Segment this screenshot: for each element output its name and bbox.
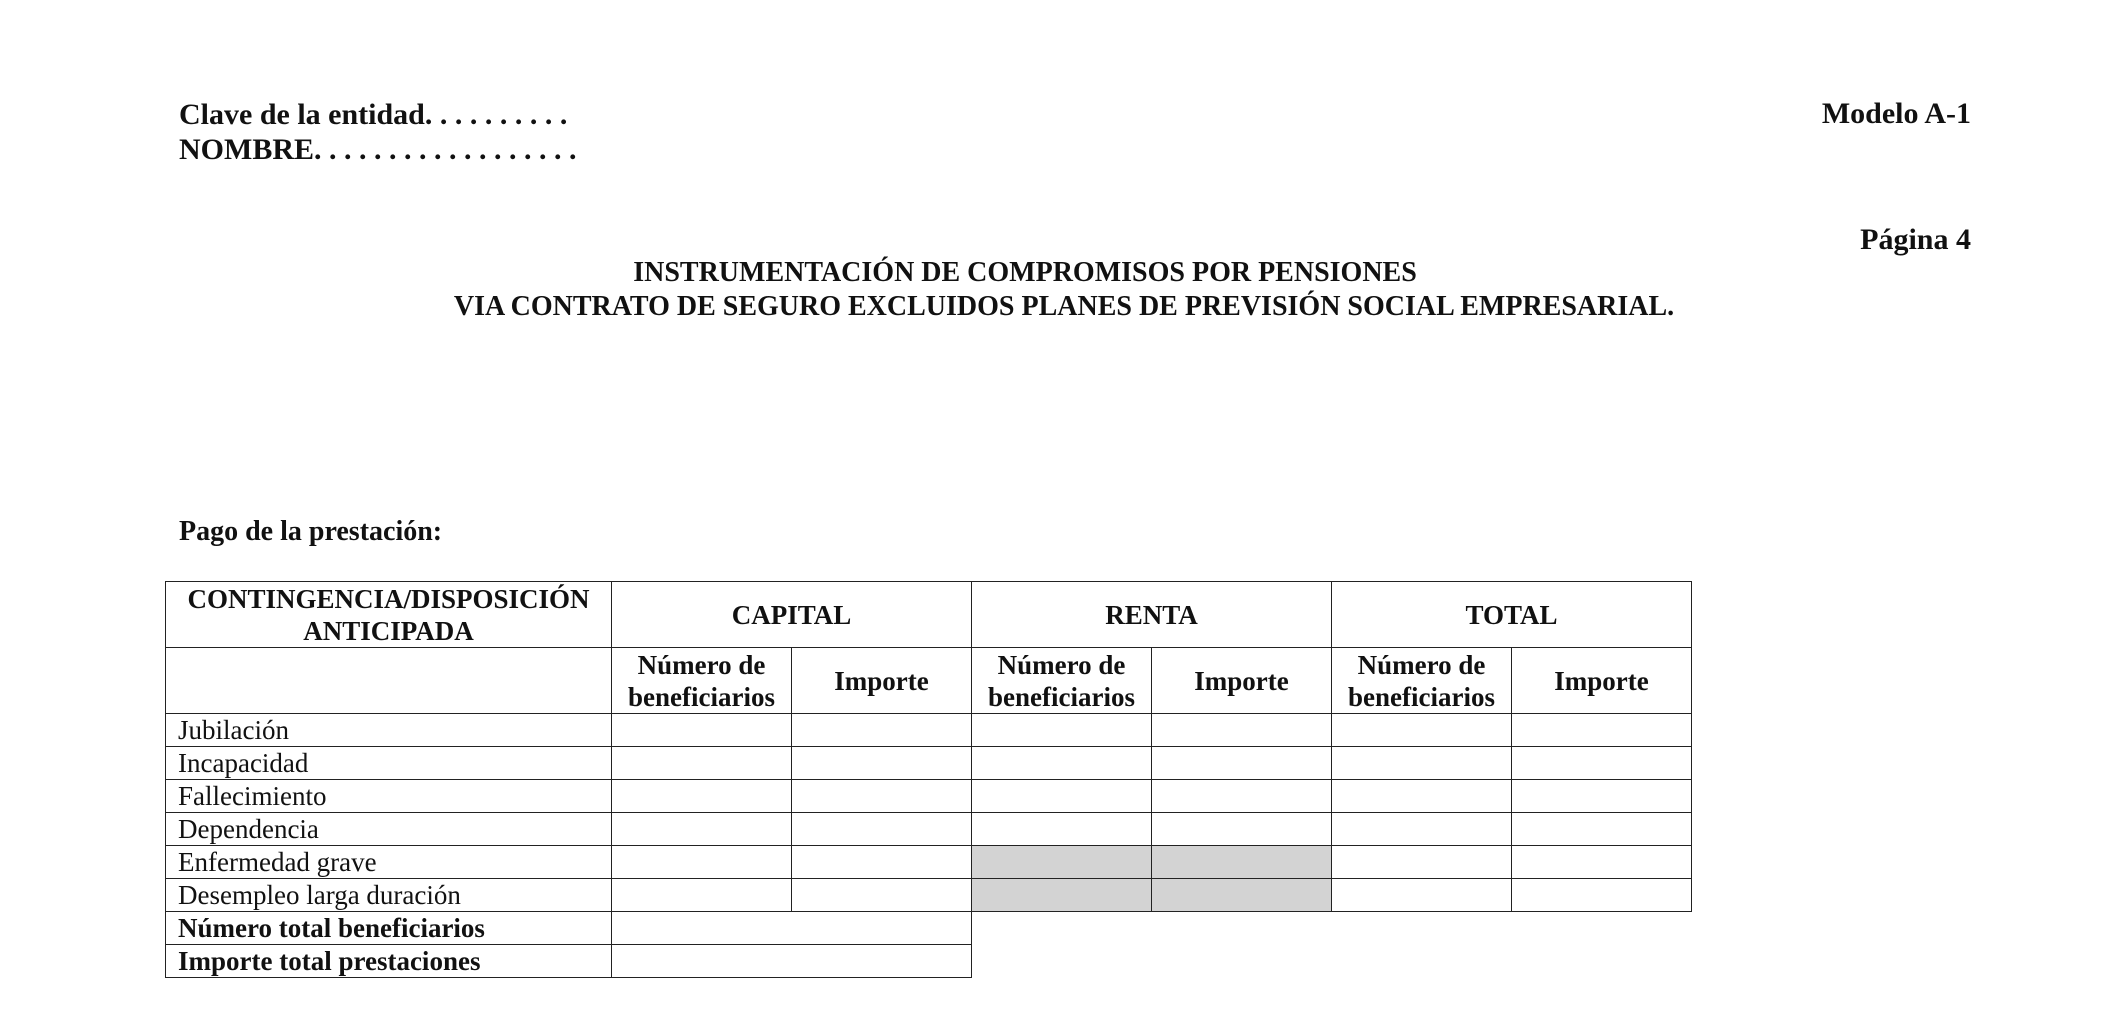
subheader-renta-beneficiaries: Número de beneficiarios [972,648,1152,714]
row-label: Enfermedad grave [166,846,612,879]
row-label: Jubilación [166,714,612,747]
table-row [166,879,1692,912]
cell-renta-amount [1152,747,1332,780]
table-row [166,714,1692,747]
entity-key-label: Clave de la entidad. . . . . . . . . . [179,98,568,131]
section-label: Pago de la prestación: [179,516,443,547]
model-label: Modelo A-1 [1821,97,1971,130]
cell-total-beneficiaries [1332,813,1512,846]
cell-total-beneficiaries [1332,714,1512,747]
cell-total-beneficiaries [1332,879,1512,912]
cell-renta-amount [1152,813,1332,846]
cell-total-beneficiaries [1332,780,1512,813]
cell-renta-beneficiaries [972,813,1152,846]
cell-capital-amount [792,714,972,747]
cell-total-beneficiaries-value [612,912,972,945]
table-row [166,813,1692,846]
row-label: Fallecimiento [166,780,612,813]
table-total-row [166,912,1692,945]
cell-renta-beneficiaries [972,747,1152,780]
document-title-line-2: VIA CONTRATO DE SEGURO EXCLUIDOS PLANES DE PREVISIÓN SOCIAL EMPRESARIAL. [453,291,1675,322]
cell-total-amount [1512,747,1692,780]
cell-capital-beneficiaries [612,780,792,813]
cell-total-beneficiaries [1332,846,1512,879]
cell-renta-amount-disabled [1152,846,1332,879]
table-row [166,780,1692,813]
cell-renta-beneficiaries-disabled [972,846,1152,879]
cell-renta-beneficiaries-disabled [972,879,1152,912]
benefit-payment-table [165,581,1692,978]
header-contingency: CONTINGENCIA/DISPOSICIÓN ANTICIPADA [166,582,612,648]
cell-capital-beneficiaries [612,714,792,747]
header-group-total: TOTAL [1332,582,1692,648]
cell-capital-beneficiaries [612,879,792,912]
cell-renta-amount-disabled [1152,879,1332,912]
subheader-renta-amount: Importe [1152,648,1332,714]
empty-space [972,945,1692,978]
cell-capital-beneficiaries [612,747,792,780]
subheader-total-beneficiaries: Número de beneficiarios [1332,648,1512,714]
subheader-capital-amount: Importe [792,648,972,714]
table-row [166,747,1692,780]
header-blank [166,648,612,714]
table-row [166,846,1692,879]
cell-total-amount-value [612,945,972,978]
cell-total-beneficiaries [1332,747,1512,780]
cell-total-amount [1512,714,1692,747]
cell-capital-amount [792,747,972,780]
cell-capital-amount [792,780,972,813]
subheader-total-amount: Importe [1512,648,1692,714]
subheader-capital-beneficiaries: Número de beneficiarios [612,648,792,714]
cell-total-amount [1512,879,1692,912]
cell-renta-amount [1152,714,1332,747]
total-row-label: Importe total prestaciones [166,945,612,978]
cell-renta-beneficiaries [972,714,1152,747]
cell-renta-beneficiaries [972,780,1152,813]
cell-capital-amount [792,813,972,846]
row-label: Desempleo larga duración [166,879,612,912]
header-group-capital: CAPITAL [612,582,972,648]
table-total-row [166,945,1692,978]
cell-capital-beneficiaries [612,813,792,846]
cell-capital-amount [792,879,972,912]
cell-total-amount [1512,813,1692,846]
empty-space [972,912,1692,945]
entity-name-label: NOMBRE. . . . . . . . . . . . . . . . . . [179,133,577,166]
total-row-label: Número total beneficiarios [166,912,612,945]
cell-capital-amount [792,846,972,879]
row-label: Incapacidad [166,747,612,780]
cell-capital-beneficiaries [612,846,792,879]
row-label: Dependencia [166,813,612,846]
header-group-renta: RENTA [972,582,1332,648]
document-title-line-1: INSTRUMENTACIÓN DE COMPROMISOS POR PENSIONES [633,257,1417,288]
cell-renta-amount [1152,780,1332,813]
cell-total-amount [1512,846,1692,879]
cell-total-amount [1512,780,1692,813]
page-number: Página 4 [1860,223,1971,256]
